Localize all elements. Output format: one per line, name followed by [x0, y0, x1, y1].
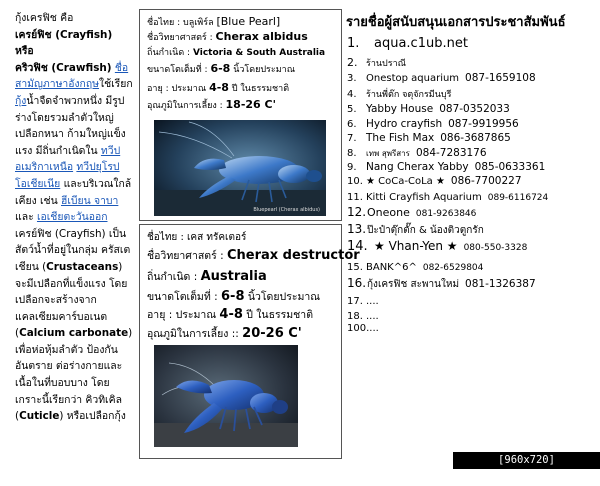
- scientific-name-row: ชื่อวิทยาศาสตร์ : Cherax albidus: [147, 30, 308, 43]
- supporter-name: ....: [366, 296, 379, 307]
- watermark-label: [960x720] http://upic.me/: [453, 452, 600, 469]
- article-paragraph-1: กุ้งเครฟิช คือ เครย์ฟิช (Crayfish) หรือ คริวฟิช (Crawfish) ชื่อสามัญภาษาอังกฤษใช้เรียก กุ้งน้ำจืดจำพวกหนึ่ง มีรูปร่างโดยรวมลำตัวใหญ่ เปลือกหนา ก้ามใหญ่แข็งแรง มีถิ่นกำเนิดใน ทวีปอเมริกาเหนือ ทวีปยุโรป โอเชียเนีย และบริเวณใกล้เคียง เช่น ฮีเบียน จาบา และ เอเชียตะวันออก: [15, 12, 133, 224]
- supporter-phone: 084-7283176: [415, 147, 487, 159]
- supporter-name: aqua.c1ub.net: [374, 36, 468, 51]
- supporter-phone: 086-7700227: [450, 175, 522, 187]
- supporter-name: ร้านพี่ต๊ก จตุจักรมีนบุรี: [366, 90, 452, 100]
- supporter-phone: 082-6529804: [422, 263, 484, 273]
- supporter-number: 12.: [347, 205, 367, 219]
- supporter-item: [347, 235, 527, 254]
- supporter-name: ★ Vhan-Yen ★: [374, 239, 458, 253]
- supporter-phone: 087-9919956: [448, 118, 519, 130]
- supporter-phone: 081-9263846: [415, 209, 477, 219]
- size-row: ขนาดโตเต็มที่ : 6-8 นิ้วโดยประมาณ: [147, 62, 296, 75]
- supporter-name: Oneone: [367, 206, 410, 219]
- link-oceania[interactable]: โอเชียเนีย: [15, 177, 61, 190]
- supporters-title: รายชื่อผู้สนับสนุนเอกสารประชาสัมพันธ์: [346, 15, 566, 30]
- supporter-number: 15.: [347, 262, 363, 273]
- supporter-phone: 080-550-3328: [463, 243, 528, 253]
- supporter-number: 2.: [347, 56, 358, 69]
- supporter-number: 7.: [347, 133, 357, 144]
- supporter-name: ป๊ะป๋าตุ๊กตั๊ก & น้องติวตูกรัก: [367, 225, 484, 236]
- supporter-phone: 086-3687865: [440, 132, 511, 144]
- supporter-number: 8.: [347, 148, 357, 159]
- supporter-number: 18.: [347, 311, 363, 322]
- article-term-crayfish: เครย์ฟิช (Crayfish) หรือ: [15, 28, 113, 58]
- supporter-number: 17.: [347, 296, 363, 307]
- supporter-name: Hydro crayfish: [366, 118, 443, 130]
- species-card-blue-pearl: [139, 9, 342, 221]
- age-row: อายุ : ประมาณ 4-8 ปี ในธรรมชาติ: [147, 307, 314, 322]
- supporter-name: เทพ สุพรีสาร: [366, 149, 410, 158]
- supporter-number: 3.: [347, 73, 357, 84]
- link-region[interactable]: ฮีเบียน จาบา: [61, 194, 119, 207]
- destructor-crayfish-photo: [154, 345, 298, 447]
- link-europe[interactable]: ทวีปยุโรป: [76, 161, 120, 174]
- blue-pearl-crayfish-photo: [154, 120, 326, 216]
- supporter-phone: 085-0633361: [474, 161, 546, 173]
- photo-caption: Bluepearl (Cherax albidus): [253, 207, 320, 213]
- link-shrimp[interactable]: กุ้ง: [15, 94, 27, 107]
- link-east-asia[interactable]: เอเชียตะวันออก: [36, 211, 108, 224]
- supporter-number: 1.: [347, 36, 360, 51]
- size-row: ขนาดโตเต็มที่ : 6-8 นิ้วโดยประมาณ: [147, 289, 321, 304]
- supporter-name: Yabby House: [366, 103, 434, 115]
- supporter-item: [347, 32, 468, 51]
- term-crustaceans: Crustaceans: [46, 260, 119, 273]
- supporter-phone: 087-0352033: [439, 103, 510, 115]
- supporter-name: ....: [366, 311, 379, 322]
- link-common-name[interactable]: ชื่อสามัญภาษาอังกฤษ: [15, 61, 129, 91]
- origin-row: ถิ่นกำเนิด : Victoria & South Australia: [147, 48, 326, 58]
- term-calcium-carbonate: Calcium carbonate: [19, 327, 129, 340]
- crayfish-article: [15, 10, 133, 425]
- supporter-item: [347, 316, 379, 335]
- scientific-name-row: ชื่อวิทยาศาสตร์ : Cherax destructor: [147, 248, 360, 263]
- supporter-phone: 087-1659108: [465, 72, 536, 84]
- thai-name-row: ชื่อไทย : เคส ทรัคเตอร์: [147, 232, 247, 243]
- link-north-america[interactable]: ทวีปอเมริกาเหนือ: [15, 144, 121, 174]
- thai-name-row: ชื่อไทย : บลูเพิร์ล [Blue Pearl]: [147, 15, 281, 28]
- supporter-name: กุ้งเครฟิช สะพานใหม่: [367, 279, 460, 290]
- supporter-number: 14.: [347, 239, 368, 254]
- age-row: อายุ : ประมาณ 4-8 ปี ในธรรมชาติ: [147, 81, 290, 94]
- supporter-number: 5.: [347, 104, 357, 115]
- supporter-number: 6.: [347, 119, 357, 130]
- supporter-phone: 089-6116724: [487, 193, 549, 203]
- supporter-number: 4.: [347, 89, 357, 100]
- supporter-name: BANK^6^: [366, 262, 417, 273]
- supporter-number: 100....: [347, 323, 379, 334]
- supporter-number: 10.: [347, 176, 363, 187]
- supporter-number: 13.: [347, 222, 367, 236]
- article-intro: กุ้งเครฟิช คือ: [15, 12, 74, 24]
- supporter-phone: 081-1326387: [465, 278, 536, 290]
- supporter-name: Onestop aquarium: [366, 73, 460, 84]
- article-term-crawfish: คริวฟิช (Crawfish): [15, 61, 112, 74]
- supporter-name: The Fish Max: [366, 132, 435, 144]
- article-paragraph-2: เครย์ฟิช (Crayfish) เป็นสัตว์น้ำที่อยู่ในกลุ่ม ครัสเตเชียน (Crustaceans) จะมีเปลือกที่แข็งแรง โดยเปลือกจะสร้างจากแคลเซียมคาร์บอเนต (Calcium carbonate) เพื่อห่อหุ้มลำตัว ป้องกันอันตราย ต่อร่างกายและเนื้อในที่บอบบาง โดยเกราะนี้เรียกว่า คิวทิเคิล (Cuticle) หรือเปลือกกุ้ง: [15, 227, 133, 423]
- term-cuticle: Cuticle: [19, 410, 60, 423]
- supporter-name: Kitti Crayfish Aquarium: [366, 192, 482, 203]
- supporter-number: 9.: [347, 162, 357, 173]
- temperature-row: อุณภูมิในการเลี้ยง : 18-26 C': [147, 98, 276, 111]
- supporter-name: Nang Cherax Yabby: [366, 161, 469, 173]
- origin-row: ถิ่นกำเนิด : Australia: [147, 269, 267, 284]
- supporter-number: 16.: [347, 276, 367, 290]
- supporter-number: 11.: [347, 192, 363, 203]
- supporter-name: ร้านปราณี: [366, 59, 406, 69]
- supporter-name: ★ CoCa-CoLa ★: [366, 176, 445, 187]
- temperature-row: อุณภูมิในการเลี้ยง :: 20-26 C': [147, 326, 302, 341]
